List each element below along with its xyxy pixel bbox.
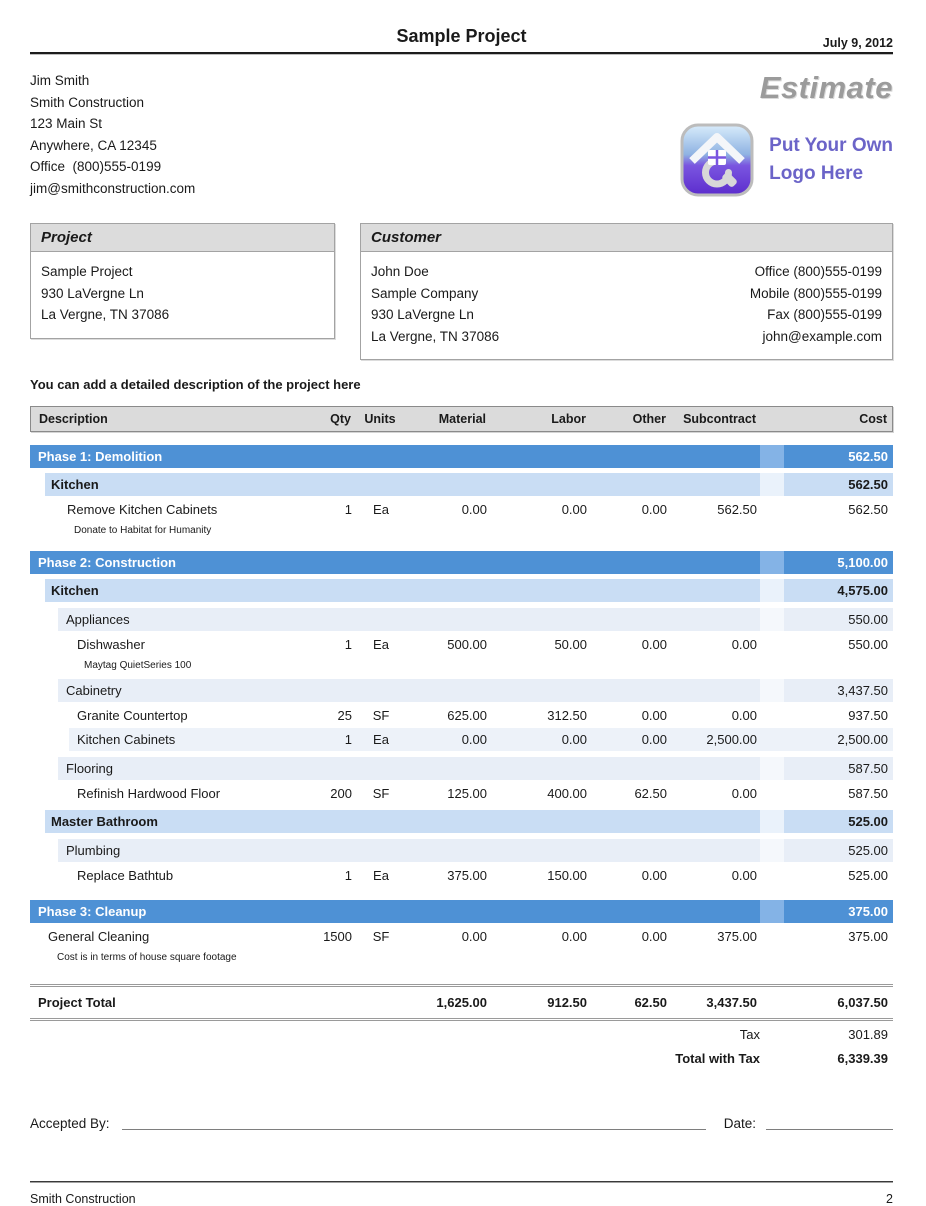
project-box-title: Project [31,224,334,252]
customer-name-address [371,261,499,347]
cell-other: 0.00 [641,637,667,652]
customer-box [360,223,893,360]
phase-row [30,445,893,468]
logo-row [593,123,893,197]
contractor-line: Office (800)555-0199 [30,159,162,174]
cell-cost: 2,500.00 [837,732,888,747]
date-signature-line[interactable] [766,1115,893,1130]
total-other: 62.50 [634,995,667,1010]
project-total-label: Project Total [38,995,116,1010]
total-cost: 6,037.50 [837,995,888,1010]
cell-cost: 525.00 [848,843,888,858]
header-rule [30,52,893,55]
item-row [30,864,893,887]
cell-subcontract: 2,500.00 [706,732,757,747]
cell-subcontract: 0.00 [731,868,757,883]
cell-cost: 375.00 [848,904,888,919]
cell-qty: 25 [337,708,352,723]
cell-labor: 50.00 [554,637,587,652]
customer-contact-line: Fax (800)555-0199 [767,307,882,322]
tax-value: 301.89 [848,1026,888,1042]
project-box [30,223,335,339]
accepted-by-signature-line[interactable] [122,1115,706,1130]
cell-cost: 562.50 [848,477,888,492]
column-header-subcontract: Subcontract [683,412,756,426]
cell-material: 0.00 [461,929,487,944]
contractor-address-block [30,70,195,199]
cell-cost: 937.50 [848,708,888,723]
cell-units: SF [372,708,390,723]
tax-row [30,1023,893,1045]
cell-other: 0.00 [641,502,667,517]
cell-material: 0.00 [461,502,487,517]
info-boxes [30,223,893,360]
cell-units: SF [372,929,390,944]
category-label: Plumbing [66,843,121,858]
total-with-tax-value: 6,339.39 [837,1050,888,1066]
column-header-units: Units [364,412,396,426]
company-logo-icon [680,123,754,197]
note-row [30,949,893,965]
cell-material: 500.00 [447,637,487,652]
cell-cost: 5,100.00 [837,555,888,570]
table-body [30,445,893,965]
date-label: Date: [723,1116,756,1131]
cell-units: Ea [373,502,389,517]
item-label: Refinish Hardwood Floor [77,786,221,801]
contractor-line: Jim Smith [30,73,90,88]
item-label: Remove Kitchen Cabinets [67,502,218,517]
cell-material: 125.00 [447,786,487,801]
item-label: Kitchen Cabinets [77,732,176,747]
item-label: Granite Countertop [77,708,188,723]
phase-row [30,551,893,574]
cell-qty: 1 [344,502,352,517]
note-label: Cost is in terms of house square footage [57,951,237,963]
cell-cost: 4,575.00 [837,583,888,598]
document-header [30,20,893,52]
logo-caption-line2: Logo Here [769,163,864,184]
customer-box-title: Customer [361,224,892,252]
document-date: July 9, 2012 [822,36,893,50]
cell-cost: 550.00 [848,637,888,652]
signature-section [30,1115,893,1131]
cell-material: 0.00 [461,732,487,747]
project-line: Sample Project [41,264,133,279]
cell-other: 0.00 [641,708,667,723]
cell-cost: 3,437.50 [837,683,888,698]
customer-contact-line: john@example.com [762,328,882,344]
page-footer [30,1192,893,1206]
category-row [30,757,893,780]
column-header-qty: Qty [330,412,351,426]
item-row [30,498,893,521]
cell-other: 0.00 [641,929,667,944]
cell-qty: 1 [344,637,352,652]
cell-qty: 200 [330,786,352,801]
customer-line: John Doe [371,264,429,279]
customer-line: 930 LaVergne Ln [371,307,474,322]
item-label: Replace Bathtub [77,868,174,883]
column-header-cost: Cost [859,412,887,426]
cell-labor: 0.00 [561,502,587,517]
note-label: Maytag QuietSeries 100 [84,659,192,671]
note-label: Donate to Habitat for Humanity [74,524,212,536]
note-row [30,522,893,538]
room-label: Kitchen [51,583,99,598]
cell-cost: 587.50 [848,786,888,801]
cell-subcontract: 375.00 [717,929,757,944]
cell-cost: 525.00 [848,868,888,883]
room-row [30,810,893,833]
contractor-line: jim@smithconstruction.com [30,180,196,196]
item-row [30,728,893,751]
cell-qty: 1 [344,732,352,747]
table-header-row [30,406,893,432]
cell-labor: 150.00 [547,868,587,883]
footer-rule [30,1181,893,1183]
cell-cost: 587.50 [848,761,888,776]
category-label: Cabinetry [66,683,122,698]
room-label: Master Bathroom [51,814,158,829]
customer-contact-line: Office (800)555-0199 [754,264,882,279]
customer-contact-info [750,261,882,347]
project-description-note: You can add a detailed description of the project here [30,377,361,392]
cell-labor: 312.50 [547,708,587,723]
room-row [30,473,893,496]
phase-label: Phase 2: Construction [38,555,176,570]
estimate-table [30,406,893,1069]
cell-labor: 400.00 [547,786,587,801]
contractor-line: 123 Main St [30,116,103,131]
cell-qty: 1500 [323,929,352,944]
cell-units: SF [372,786,390,801]
cell-subcontract: 562.50 [717,502,757,517]
item-row [30,782,893,805]
category-label: Appliances [66,612,130,627]
tax-label: Tax [739,1026,760,1042]
room-row [30,579,893,602]
cell-other: 62.50 [634,786,667,801]
cell-cost: 525.00 [848,814,888,829]
category-row [30,839,893,862]
project-line: 930 LaVergne Ln [41,285,144,301]
top-section [30,70,893,199]
accepted-by-label: Accepted By: [30,1116,110,1131]
phase-label: Phase 1: Demolition [38,449,163,464]
footer-company-name: Smith Construction [30,1192,136,1206]
customer-line: Sample Company [371,285,479,301]
category-row [30,679,893,702]
cell-subcontract: 0.00 [731,637,757,652]
cell-subcontract: 0.00 [731,786,757,801]
phase-row [30,900,893,923]
cell-units: Ea [373,637,389,652]
total-subcontract: 3,437.50 [706,995,757,1010]
project-line: La Vergne, TN 37086 [41,307,170,322]
phase-label: Phase 3: Cleanup [38,904,147,919]
project-details [31,252,334,338]
cell-other: 0.00 [641,732,667,747]
cell-units: Ea [373,868,389,883]
cell-material: 625.00 [447,708,487,723]
total-labor: 912.50 [547,995,587,1010]
item-label: Dishwasher [77,637,145,652]
customer-contact-line: Mobile (800)555-0199 [749,285,882,301]
document-type-heading: Estimate [759,70,893,105]
page-title: Sample Project [396,26,527,46]
room-label: Kitchen [51,477,99,492]
cell-cost: 562.50 [848,449,888,464]
total-with-tax-row [30,1047,893,1069]
cell-other: 0.00 [641,868,667,883]
cell-cost: 550.00 [848,612,888,627]
cell-labor: 0.00 [561,732,587,747]
total-rule-bottom [30,1018,893,1021]
project-total-row [30,987,893,1018]
footer-page-number: 2 [886,1192,893,1206]
column-header-other: Other [632,412,666,426]
logo-caption-line1: Put Your Own [769,135,893,156]
customer-details [361,252,892,359]
total-with-tax-label: Total with Tax [675,1050,760,1066]
note-row [30,657,893,673]
cell-labor: 0.00 [561,929,587,944]
item-row [30,925,893,948]
contractor-line: Smith Construction [30,94,145,110]
cell-subcontract: 0.00 [731,708,757,723]
item-label: General Cleaning [48,929,150,944]
cell-qty: 1 [344,868,352,883]
column-header-labor: Labor [551,412,586,426]
cell-units: Ea [373,732,389,747]
logo-caption [769,132,893,188]
brand-block [593,70,893,199]
cell-material: 375.00 [447,868,487,883]
customer-line: La Vergne, TN 37086 [371,328,500,344]
category-label: Flooring [66,761,113,776]
category-row [30,608,893,631]
contractor-line: Anywhere, CA 12345 [30,137,157,153]
column-header-description: Description [39,412,108,426]
item-row [30,704,893,727]
total-material: 1,625.00 [436,995,487,1010]
item-row [30,633,893,656]
column-header-material: Material [438,412,486,426]
cell-cost: 562.50 [848,502,888,517]
cell-cost: 375.00 [848,929,888,944]
